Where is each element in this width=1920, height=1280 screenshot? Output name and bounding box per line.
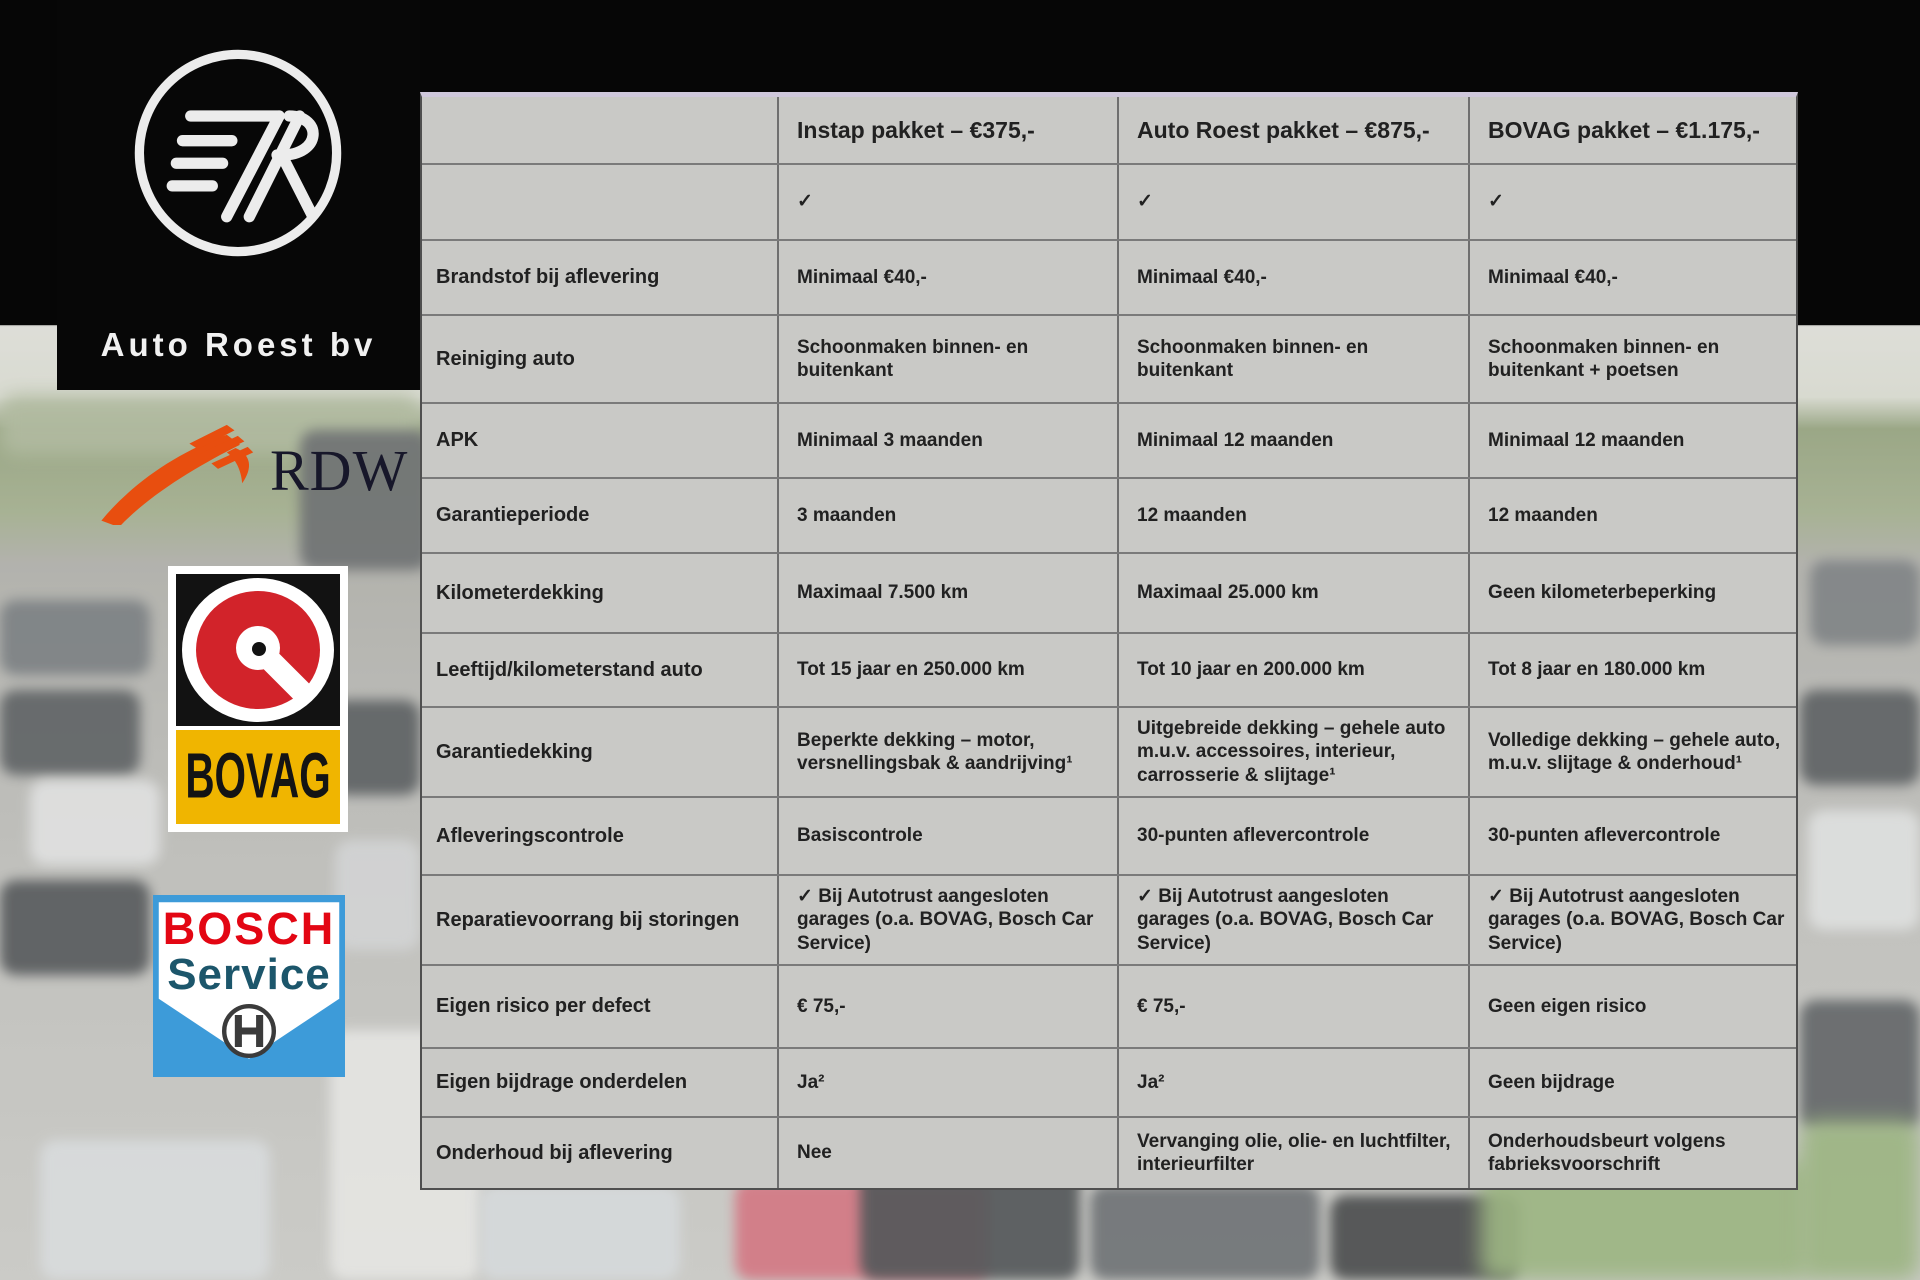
cell-value: Minimaal 12 maanden [1488, 429, 1685, 451]
row-label: Eigen bijdrage onderdelen [422, 1049, 779, 1116]
cell-value: Schoonmaken binnen- en buitenkant [1119, 316, 1470, 402]
table-row-kilometerdekking [422, 554, 1796, 634]
cell-value: € 75,- [779, 966, 1119, 1047]
cell-value: Maximaal 25.000 km [1119, 554, 1470, 632]
row-label: Garantieperiode [422, 479, 779, 552]
table-row-garantieperiode [422, 479, 1796, 554]
auto-roest-logo-icon [125, 40, 351, 266]
cell-value: Onderhoudsbeurt volgens fabrieksvoorschrift [1488, 1130, 1726, 1175]
cell-value: 12 maanden [1119, 479, 1470, 552]
bovag-logo [168, 566, 348, 832]
cell-value: € 75,- [1119, 966, 1470, 1047]
row-label: Onderhoud bij aflevering [422, 1118, 779, 1188]
rdw-wordmark: RDW [270, 438, 409, 503]
package-comparison-table [420, 92, 1798, 1190]
table-row-reiniging [422, 316, 1796, 404]
rdw-wing-icon [95, 415, 275, 525]
cell-value: Minimaal €40,- [779, 241, 1119, 314]
cell-value: Tot 8 jaar en 180.000 km [1488, 659, 1706, 681]
bosch-service-logo [153, 895, 345, 1077]
cell-value: 3 maanden [779, 479, 1119, 552]
cell-value: Schoonmaken binnen- en buitenkant + poetsen [1488, 336, 1720, 381]
cell-value: ✓ Bij Autotrust aangesloten garages (o.a. BOVAG, Bosch Car Service) [1488, 886, 1785, 954]
cell-value: Minimaal €40,- [1119, 241, 1470, 314]
auto-roest-logo-box [57, 0, 420, 390]
cell-value: Minimaal 12 maanden [1119, 404, 1470, 477]
table-row-reparatievoorrang [422, 876, 1796, 966]
table-row-apk [422, 404, 1796, 479]
row-label: Brandstof bij aflevering [422, 241, 779, 314]
cell-value: 12 maanden [1488, 504, 1598, 526]
cell-value: Geen eigen risico [1488, 995, 1647, 1017]
row-label: Kilometerdekking [422, 554, 779, 632]
cell-value: Basiscontrole [779, 798, 1119, 874]
cell-value: ✓ Bij Autotrust aangesloten garages (o.a. BOVAG, Bosch Car Service) [779, 876, 1119, 964]
header-empty [422, 97, 779, 163]
cell-value: Tot 10 jaar en 200.000 km [1119, 634, 1470, 706]
row-label: Afleveringscontrole [422, 798, 779, 874]
cell-value: 30-punten aflevercontrole [1488, 825, 1721, 847]
row-label: Eigen risico per defect [422, 966, 779, 1047]
table-row-brandstof [422, 241, 1796, 316]
cell-value: Uitgebreide dekking – gehele auto m.u.v. accessoires, interieur, carrosserie & slijtage¹ [1119, 708, 1470, 796]
header-auto-roest-pakket: Auto Roest pakket – €875,- [1119, 97, 1470, 163]
table-row-afleveringscontrole [422, 798, 1796, 876]
check-icon: ✓ [779, 165, 1119, 239]
header-bovag-pakket: BOVAG pakket – €1.175,- [1488, 116, 1760, 143]
row-label: Leeftijd/kilometerstand auto [422, 634, 779, 706]
cell-value: Geen bijdrage [1488, 1071, 1615, 1093]
check-icon: ✓ [1488, 191, 1504, 213]
table-row-included [422, 165, 1796, 241]
brand-name: Auto Roest bv [100, 326, 377, 363]
table-row-leeftijd [422, 634, 1796, 708]
cell-value: Tot 15 jaar en 250.000 km [779, 634, 1119, 706]
table-row-garantiedekking [422, 708, 1796, 798]
bovag-wordmark: BOVAG [185, 740, 331, 812]
check-icon: ✓ [1119, 165, 1470, 239]
cell-value: Vervanging olie, olie- en luchtfilter, interieurfilter [1119, 1118, 1470, 1188]
bosch-armature-icon [218, 1000, 280, 1062]
row-label: APK [422, 404, 779, 477]
cell-value: Nee [779, 1118, 1119, 1188]
row-label: Reparatievoorrang bij storingen [422, 876, 779, 964]
rdw-logo [95, 415, 409, 525]
cell-value: Ja² [779, 1049, 1119, 1116]
bovag-yellow-band [176, 730, 340, 824]
header-instap-pakket: Instap pakket – €375,- [779, 97, 1119, 163]
cell-value: Schoonmaken binnen- en buitenkant [779, 316, 1119, 402]
cell-value: Geen kilometerbeperking [1488, 582, 1717, 604]
bosch-service-wordmark: Service [167, 950, 331, 1000]
table-header-row [422, 97, 1796, 165]
cell-value: 30-punten aflevercontrole [1119, 798, 1470, 874]
bosch-wordmark: BOSCH [162, 903, 336, 954]
row-label: Reiniging auto [422, 316, 779, 402]
cell-value: Beperkte dekking – motor, versnellingsbak & aandrijving¹ [779, 708, 1119, 796]
row-label: Garantiedekking [422, 708, 779, 796]
cell-value: Maximaal 7.500 km [779, 554, 1119, 632]
cell-value: Ja² [1119, 1049, 1470, 1116]
cell-value: ✓ Bij Autotrust aangesloten garages (o.a. BOVAG, Bosch Car Service) [1119, 876, 1470, 964]
row-label [422, 165, 779, 239]
table-row-eigen-risico [422, 966, 1796, 1049]
table-row-eigen-bijdrage [422, 1049, 1796, 1118]
table-row-onderhoud [422, 1118, 1796, 1188]
cell-value: Minimaal €40,- [1488, 266, 1618, 288]
cell-value: Minimaal 3 maanden [779, 404, 1119, 477]
cell-value: Volledige dekking – gehele auto, m.u.v. slijtage & onderhoud¹ [1488, 729, 1781, 774]
bovag-wrench-icon [176, 574, 340, 726]
